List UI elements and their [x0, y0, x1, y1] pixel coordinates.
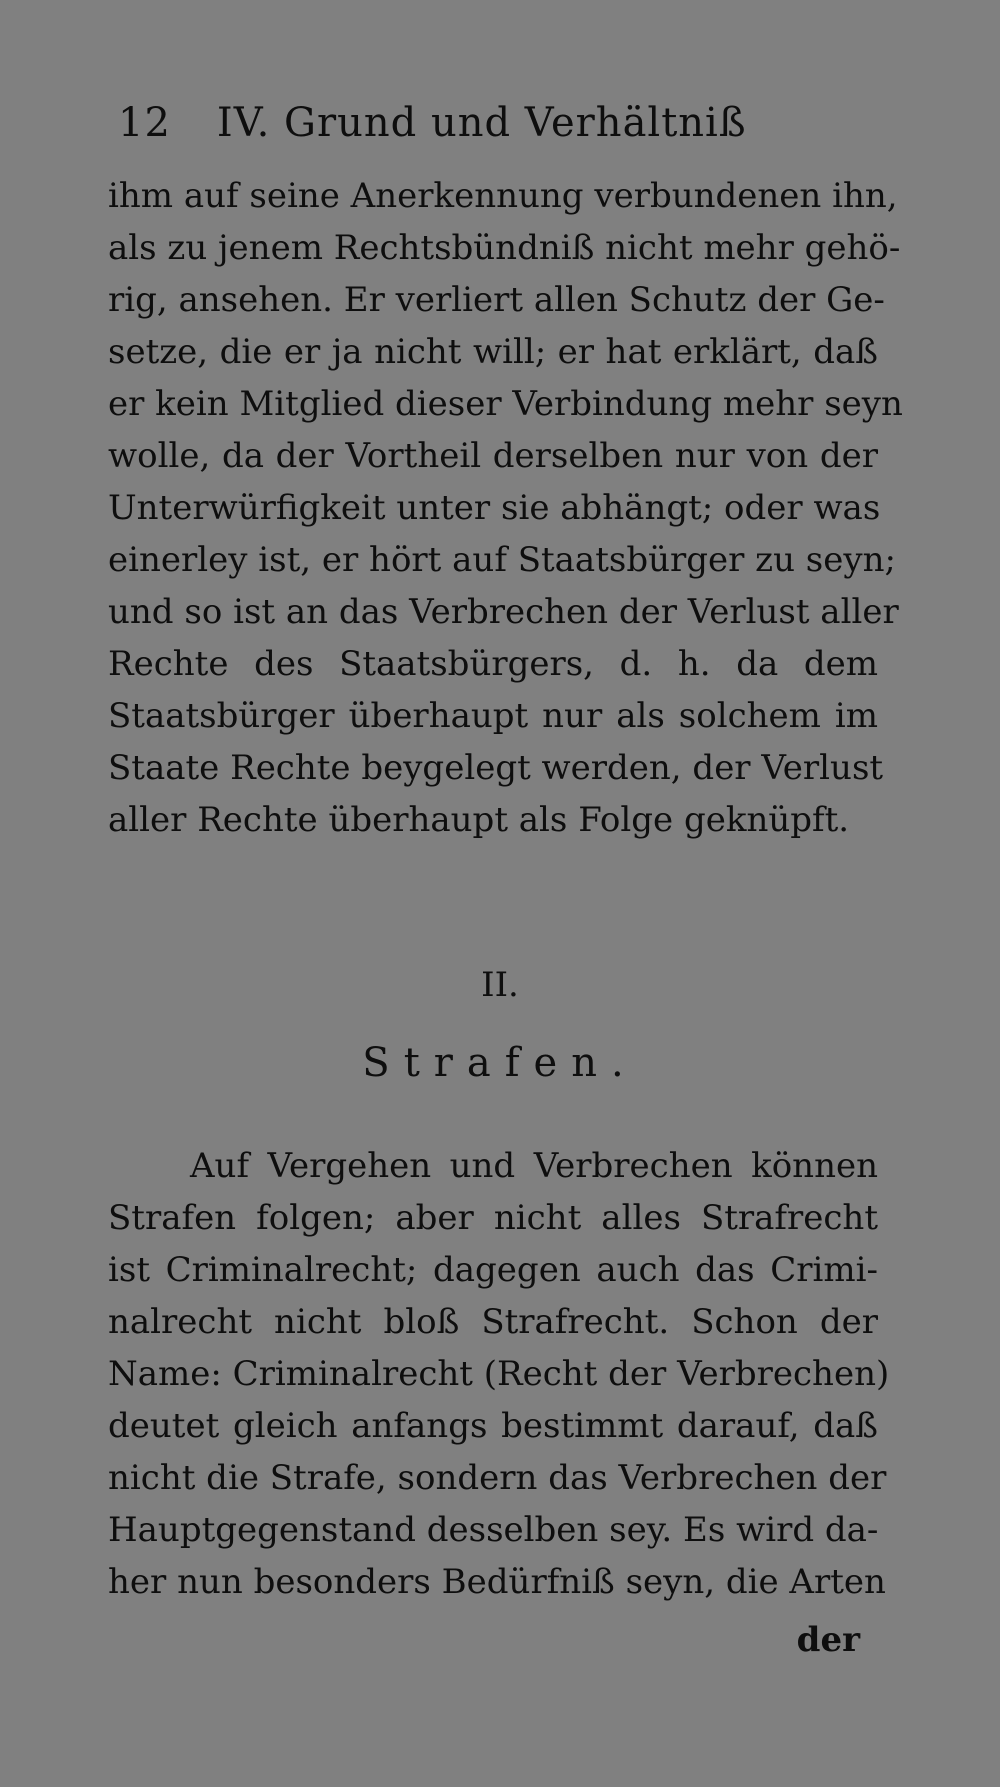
text-line: Hauptgegenstand desselben sey. Es wird da- — [108, 1510, 879, 1550]
page-number: 12 — [118, 100, 171, 146]
text-line: Staate Rechte beygelegt werden, der Verlust — [108, 748, 884, 788]
text-line: Name: Criminalrecht (Recht der Verbrechen) — [108, 1354, 890, 1394]
page-header — [118, 100, 747, 146]
section-title: Strafen. — [362, 1040, 638, 1086]
text-line: er kein Mitglied dieser Verbindung mehr seyn — [108, 384, 903, 424]
text-line: her nun besonders Bedürfniß seyn, die Arten — [108, 1562, 886, 1602]
text-line: Rechte des Staatsbürgers, d. h. da dem — [108, 644, 878, 684]
running-title: IV. Grund und Verhältniß — [216, 100, 747, 146]
text-line: Unterwürfigkeit unter sie abhängt; oder was — [108, 488, 881, 528]
text-line: Staatsbürger überhaupt nur als solchem im — [108, 696, 878, 736]
text-line: nicht die Strafe, sondern das Verbrechen der — [108, 1458, 887, 1498]
text-line: ihm auf seine Anerkennung verbundenen ihn, — [108, 176, 898, 216]
text-line: ist Criminalrecht; dagegen auch das Crimi- — [108, 1250, 878, 1290]
text-line: und so ist an das Verbrechen der Verlust aller — [108, 592, 899, 632]
text-line: Strafen folgen; aber nicht alles Strafrecht — [108, 1198, 878, 1238]
text-line: einerley ist, er hört auf Staatsbürger zu seyn; — [108, 540, 896, 580]
text-line: setze, die er ja nicht will; er hat erklärt, daß — [108, 332, 878, 372]
text-line: rig, ansehen. Er verliert allen Schutz der Ge- — [108, 280, 885, 320]
section-number: II. — [481, 965, 519, 1005]
text-line: aller Rechte überhaupt als Folge geknüpft. — [108, 800, 850, 840]
text-line: Auf Vergehen und Verbrechen können — [190, 1146, 878, 1186]
text-line: nalrecht nicht bloß Strafrecht. Schon der — [108, 1302, 878, 1342]
text-line: als zu jenem Rechtsbündniß nicht mehr gehö- — [108, 228, 901, 268]
catchword: der — [796, 1620, 860, 1660]
text-line: deutet gleich anfangs bestimmt darauf, daß — [108, 1406, 878, 1446]
text-line: wolle, da der Vortheil derselben nur von der — [108, 436, 878, 476]
